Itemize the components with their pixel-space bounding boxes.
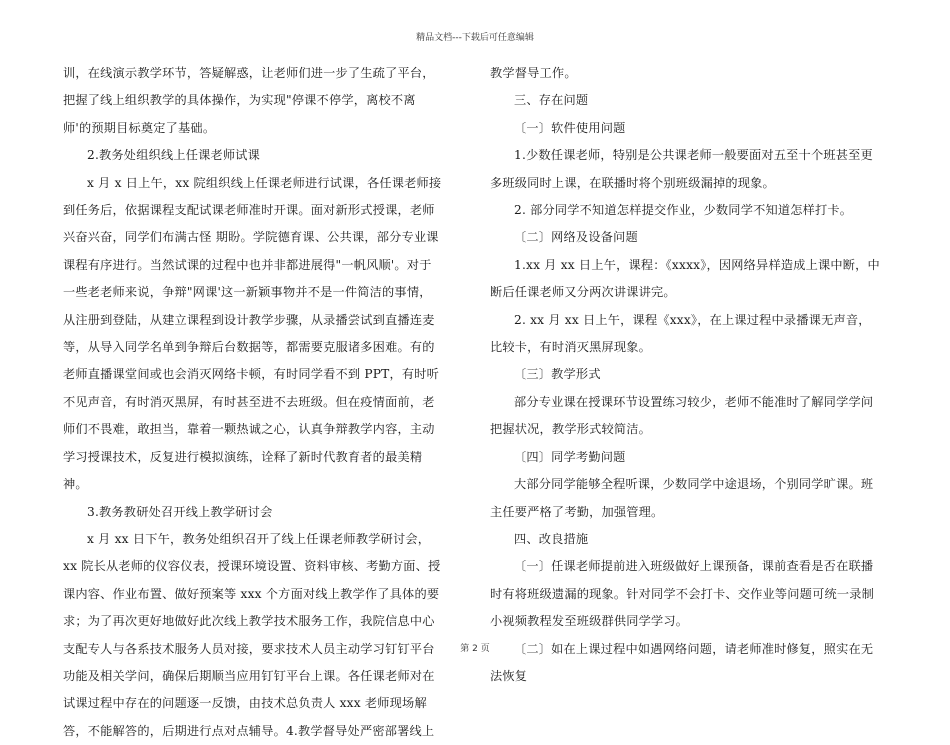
subsection-heading: 〔一〕软件使用问题 bbox=[514, 120, 626, 135]
paragraph: 训，在线演示教学环节，答疑解惑，让老师们进一步了生疏了平台，把握了线上组织教学的具体操作，为实现"停课不停学，离校不离师'的预期目标奠定了基础。 bbox=[63, 66, 435, 135]
paragraph: 大部分同学能够全程听课，少数同学中途退场，个别同学旷课。班主任要严格了考勤，加强管理。 bbox=[490, 477, 874, 519]
paragraph: 〔一〕任课老师提前进入班级做好上课预备，课前查看是否在联播时有将班级遗漏的现象。针对同学不会打卡、交作业等问题可统一录制小视频教程发至班级群供同学学习。 bbox=[490, 559, 875, 629]
paragraph: x 月 x 日上午，xx 院组织线上任课老师进行试课，各任课老师接到任务后，依据课程支配试课老师准时开课。面对新形式授课，老师兴奋兴奋，同学们布满古怪 期盼。学院德育课、公共课，部分专业课课程有序进行。当然试课的过程中也并非都进展得"一帆风顺'。对于一些老老师来说，争辩"网课'这一新颖事物并不是一件简洁的事情，从注册到登陆，从建立课程到设计教学步骤，从录播尝试到直播连麦等，从导入同学名单到争辩后台数据等，都需要克服诸多困难。有的老师直播课堂间或也会消灭网络卡顿，有时同学看不到 PPT，有时听不见声音，有时消灭黑屏，有时甚至进不去班级。但在疫情面前，老师们不畏难，敢担当，靠着一颗热诚之心，认真争辩教学内容，主动学习授课技术，反复进行模拟演练，诠释了新时代教育者的最美精神。 bbox=[63, 175, 442, 492]
paragraph: 1.xx 月 xx 日上午，课程：《xxxx》，因网络异样造成上课中断，中断后任课老师又分两次讲课讲完。 bbox=[490, 257, 880, 300]
paragraph: x 月 xx 日下午，教务处组织召开了线上任课老师教学研讨会，xx 院长从老师的仪容仪表，授课环境设置、资料审核、考勤方面、授课内容、作业布置、做好预案等 xxx 个方面对线上教学作了具体的要求；为了再次更好地做好此次线上教学技术服务工作，我院信息中心支配专人与各系技术服务人员对接，要求技术人员主动学习钉钉平台功能及相关学问，确保后期顺当应用钉钉平台上课。各任课老师对在试课过程中存在的问题逐一反馈，由技术总负责人 xxx 老师现场解答，不能解答的，后期进行点对点辅导。4.教学督导处严密部署线上 bbox=[63, 531, 441, 738]
section-heading: 三、存在问题 bbox=[514, 93, 589, 108]
section-heading: 3.教务教研处召开线上教学研讨会 bbox=[87, 504, 273, 519]
subsection-heading: 〔三〕教学形式 bbox=[514, 367, 601, 382]
paragraph: 2. xx 月 xx 日上午，课程《xxx》，在上课过程中录播课无声音，比较卡，有时消灭黑屏现象。 bbox=[490, 312, 871, 355]
page-number: 第 2 页 bbox=[460, 644, 490, 654]
page-header: 精品文档---下载后可任意编辑 bbox=[416, 33, 534, 43]
section-heading: 2.教务处组织线上任课老师试课 bbox=[87, 148, 261, 163]
paragraph: 2. 部分同学不知道怎样提交作业，少数同学不知道怎样打卡。 bbox=[514, 203, 853, 218]
right-text-column bbox=[490, 60, 882, 690]
paragraph: 〔二〕如在上课过程中如遇网络问题，请老师准时修复，照实在无法恢复 bbox=[490, 641, 874, 683]
subsection-heading: 〔四〕同学考勤问题 bbox=[514, 449, 626, 464]
paragraph: 部分专业课在授课环节设置练习较少，老师不能准时了解同学学问把握状况，教学形式较简洁。 bbox=[490, 394, 874, 437]
subsection-heading: 〔二〕网络及设备问题 bbox=[514, 230, 638, 245]
paragraph: 1.少数任课老师，特别是公共课老师一般要面对五至十个班甚至更多班级同时上课，在联播时将个别班级漏掉的现象。 bbox=[490, 148, 873, 190]
section-heading: 四、改良措施 bbox=[514, 531, 589, 546]
paragraph: 教学督导工作。 bbox=[490, 66, 577, 80]
